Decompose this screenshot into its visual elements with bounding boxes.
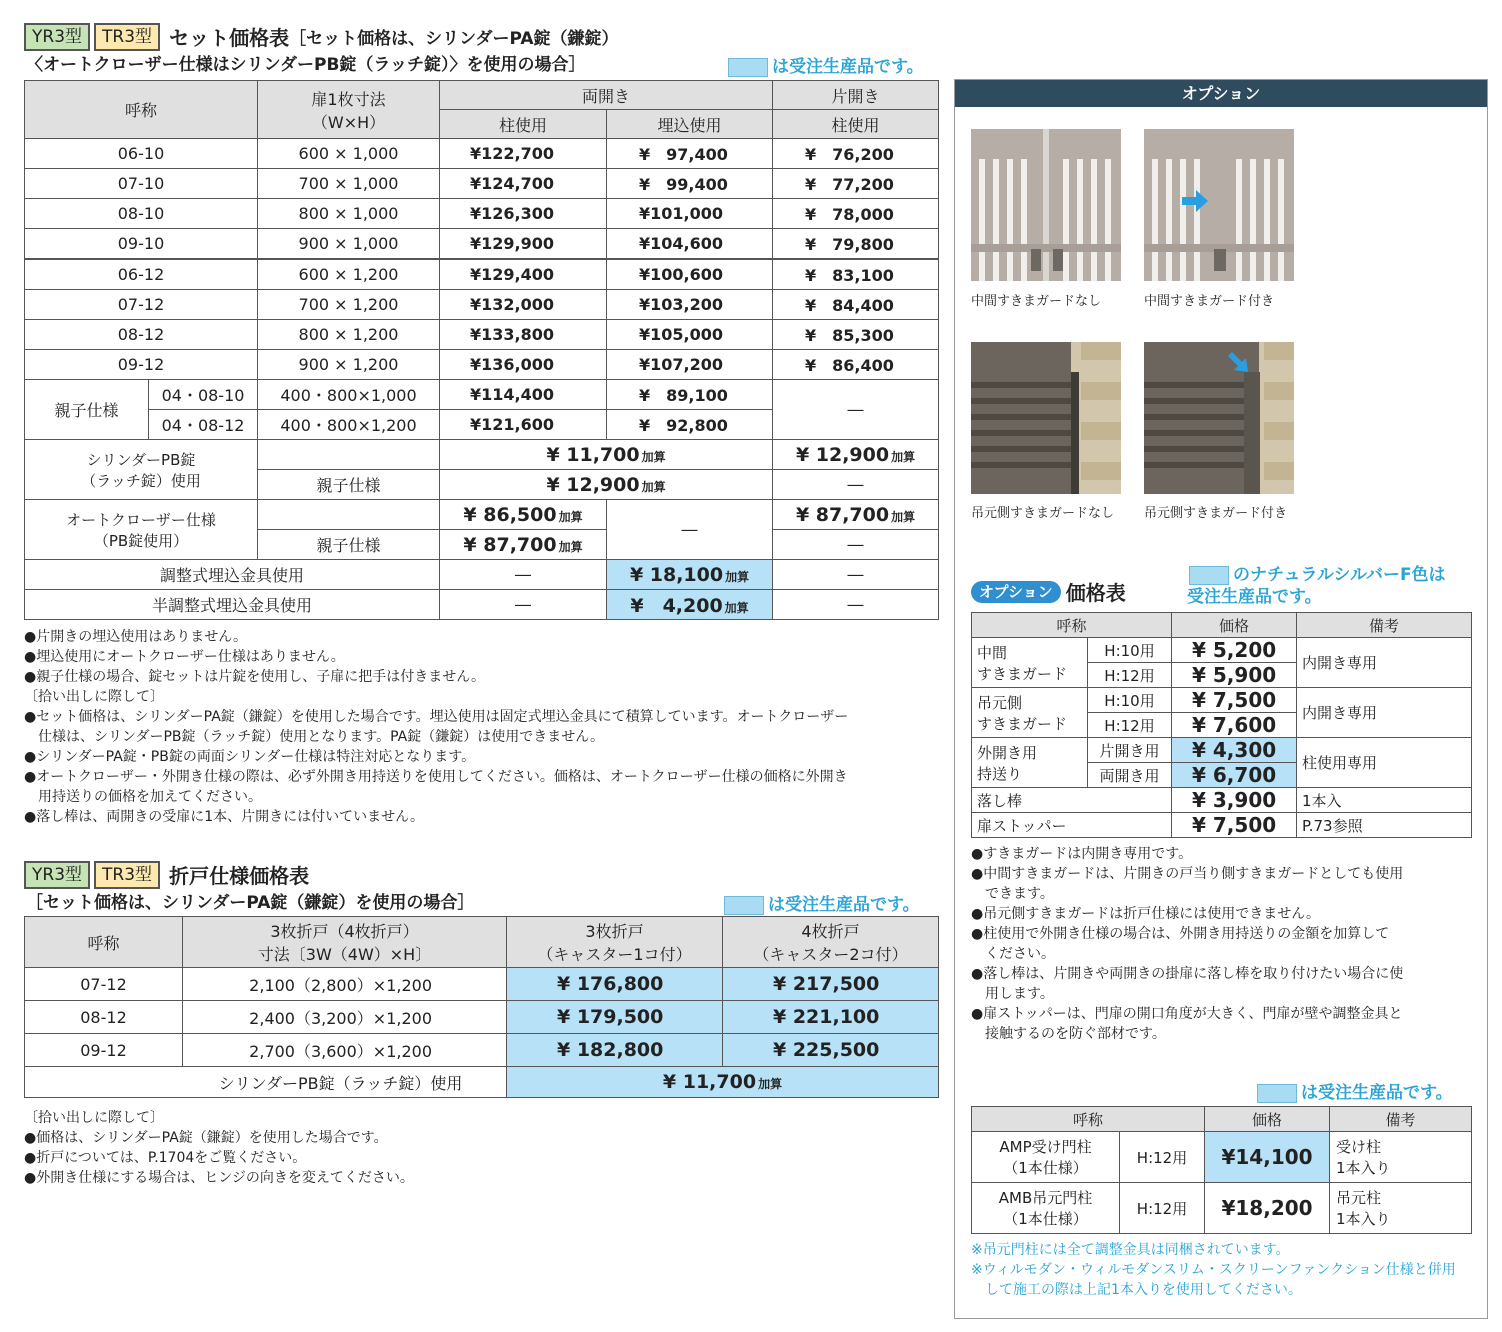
set-price-table [24,80,939,620]
table-cell: 07-10 [25,169,258,199]
price-cell: ¥133,800 [440,320,607,350]
table-cell: 04・08-10 [149,380,258,410]
table-cell: 07-12 [25,968,183,1001]
price-cell: ¥100,600 [607,259,773,290]
price-cell: ¥107,200 [607,350,773,380]
table-row [25,1001,939,1034]
table-cell [258,440,440,470]
option-header: オプション [955,80,1487,107]
table-cell [258,500,440,530]
table-cell: 2,100（2,800）×1,200 [183,968,507,1001]
oyako-label: 親子仕様 [25,380,149,440]
table-cell: 両開き用 [1088,763,1172,788]
price-cell: ¥103,200 [607,290,773,320]
table-cell: 受け柱 1本入り [1330,1132,1472,1183]
table-cell: ― [440,560,607,590]
header-pillar: 柱使用 [440,110,607,139]
table-cell: H:12用 [1120,1183,1205,1234]
natural-silver-note: のナチュラルシルバーF色は [1189,560,1446,585]
main-made-to-order: は受注生産品です。 [728,52,924,77]
price-cell: ¥ 92,800 [607,410,773,440]
price-cell: ¥ 84,400 [773,290,939,320]
note-line: 用持送りの価格を加えてください。 [24,789,262,805]
yr3-badge: YR3型 [24,23,90,51]
table-cell: 800 × 1,200 [258,320,440,350]
table-row [25,169,939,199]
main-notes [24,627,848,827]
note-line: して施工の際は上記1本入りを使用してください。 [971,1282,1302,1298]
note-line: ●すきまガードは内開き専用です。 [971,846,1193,862]
table-row [25,139,939,169]
price-cell: ¥ 86,500 加算 [440,500,607,530]
price-cell: ¥ 221,100 [723,1001,939,1034]
table-cell: 吊元柱 1本入り [1330,1183,1472,1234]
note-line: ※吊元門柱には全て調整金具は同梱されています。 [971,1242,1290,1258]
table-cell: P.73参照 [1297,813,1472,838]
price-cell: ¥ 217,500 [723,968,939,1001]
table-cell: ― [773,590,939,620]
yr3-badge: YR3型 [24,861,90,889]
fold-made-to-order: は受注生産品です。 [724,890,920,915]
note-line: ●オートクローザー・外開き仕様の際は、必ず外開き用持送りを使用してください。価格は、オートクローザー仕様の価格に外開き [24,769,848,785]
price-cell: ¥ 87,700 加算 [773,500,939,530]
table-cell: 柱使用専用 [1297,738,1472,788]
table-cell: ― [773,470,939,500]
tr3-badge: TR3型 [94,861,160,889]
table-cell: 800 × 1,000 [258,199,440,229]
table-cell: 600 × 1,200 [258,259,440,290]
header-single-pillar: 柱使用 [773,110,939,139]
price-cell: ¥114,400 [440,380,607,410]
caption: 吊元側すきまガード付き [1144,506,1288,521]
table-cell: H:10用 [1088,638,1172,663]
note-line: ●吊元側すきまガードは折戸仕様には使用できません。 [971,906,1321,922]
price-cell: ¥104,600 [607,229,773,260]
cylinder-pb-row [25,440,939,470]
table-cell: ― [607,500,773,560]
hinge-guard-none-photo [971,342,1121,494]
made-to-order-swatch [728,58,768,77]
note-line: ●シリンダーPA錠・PB錠の両面シリンダー仕様は特注対応となります。 [24,749,476,765]
table-cell: 外開き用 持送り [972,738,1088,788]
caption: 中間すきまガードなし [971,294,1102,309]
table-cell: 片開き用 [1088,738,1172,763]
fold-subtitle: ［セット価格は、シリンダーPA錠（鎌錠）を使用の場合］ [26,893,475,913]
price-cell: ¥ 97,400 [607,139,773,169]
table-row [972,788,1472,813]
header-name: 呼称 [972,613,1172,638]
table-row [25,350,939,380]
header-remarks: 備考 [1297,613,1472,638]
price-cell: ¥ 5,200 [1172,638,1297,663]
price-cell: ¥132,000 [440,290,607,320]
note-line: ください。 [971,946,1055,962]
price-cell: ¥ 11,700 加算 [440,440,773,470]
table-cell: 中間 すきまガード [972,638,1088,688]
price-cell: ¥129,900 [440,229,607,260]
post-price-table [971,1106,1472,1234]
price-cell: ¥ 86,400 [773,350,939,380]
auto-closer-row [25,500,939,530]
table-cell: 09-10 [25,229,258,260]
caption: 吊元側すきまガードなし [971,506,1115,521]
table-cell: 900 × 1,200 [258,350,440,380]
note-line: ●埋込使用にオートクローザー仕様はありません。 [24,649,345,665]
price-cell: ¥126,300 [440,199,607,229]
table-cell: 内開き専用 [1297,688,1472,738]
table-cell: 親子仕様 [258,530,440,560]
fold-price-table [24,916,939,1098]
table-cell: 1本入 [1297,788,1472,813]
table-row [25,968,939,1001]
price-cell: ¥ 5,900 [1172,663,1297,688]
price-cell: ¥124,700 [440,169,607,199]
price-cell: ¥ 99,400 [607,169,773,199]
note-line: ●扉ストッパーは、門扉の開口角度が大きく、門扉が壁や調整金具と [971,1006,1403,1022]
gap-guard-none-photo [971,129,1121,281]
price-cell: ¥ 182,800 [507,1034,723,1067]
table-cell: 2,400（3,200）×1,200 [183,1001,507,1034]
main-title: セット価格表 [169,26,290,50]
price-cell: ¥ 4,300 [1172,738,1297,763]
note-line: できます。 [971,886,1054,902]
table-cell: ― [440,590,607,620]
option-panel [954,79,1488,1319]
header-price: 価格 [1205,1107,1330,1132]
table-row [972,1183,1472,1234]
header-embedded: 埋込使用 [607,110,773,139]
made-to-order-swatch [1257,1084,1297,1103]
table-cell: 06-10 [25,139,258,169]
note-line: ●折戸については、P.1704をご覧ください。 [24,1150,307,1166]
natural-silver-note-2: 受注生産品です。 [1187,587,1322,607]
header-3fold: 3枚折戸 （キャスター1コ付） [507,917,723,968]
note-line: 用します。 [971,986,1054,1002]
header-size: 扉1枚寸法 （W×H） [258,81,440,139]
table-row [25,229,939,260]
price-cell: ¥129,400 [440,259,607,290]
price-cell: ¥ 176,800 [507,968,723,1001]
note-line: 接触するのを防ぐ部材です。 [971,1026,1166,1042]
header-name: 呼称 [972,1107,1205,1132]
note-line: 〔拾い出しに際して〕 [24,689,164,705]
post-notes [971,1240,1456,1300]
gap-guard-with-photo [1144,129,1294,281]
note-line: ●落し棒は、片開きや両開きの掛扉に落し棒を取り付けたい場合に使 [971,966,1404,982]
header-4fold: 4枚折戸 （キャスター2コ付） [723,917,939,968]
table-cell: 調整式埋込金具使用 [25,560,440,590]
price-cell: ¥ 89,100 [607,380,773,410]
header-double: 両開き [440,81,773,110]
oyako-row [25,380,939,410]
price-cell: ¥ 12,900 加算 [440,470,773,500]
option-notes [971,844,1403,1044]
table-cell: 落し棒 [972,788,1172,813]
main-title-line [24,22,619,51]
price-cell: ¥122,700 [440,139,607,169]
price-cell: ¥18,200 [1205,1183,1330,1234]
option-price-title [971,577,1126,606]
note-line: ●片開きの埋込使用はありません。 [24,629,248,645]
table-cell: 07-12 [25,290,258,320]
fold-title-line [24,860,309,889]
table-row [972,738,1472,763]
table-cell: 700 × 1,000 [258,169,440,199]
price-cell: ¥14,100 [1205,1132,1330,1183]
price-cell: ¥ 12,900 加算 [773,440,939,470]
header-size: 3枚折戸（4枚折戸） 寸法〔3W（4W）×H〕 [183,917,507,968]
caption: 中間すきまガード付き [1144,294,1275,309]
table-cell: 2,700（3,600）×1,200 [183,1034,507,1067]
option-badge: オプション [971,581,1061,603]
table-cell: 06-12 [25,259,258,290]
price-cell: ¥ 79,800 [773,229,939,260]
table-cell: 400・800×1,000 [258,380,440,410]
table-cell: H:10用 [1088,688,1172,713]
table-row [25,259,939,290]
price-cell: ¥ 4,200 加算 [607,590,773,620]
table-cell: 08-12 [25,1001,183,1034]
price-cell: ¥ 7,500 [1172,813,1297,838]
note-line: ●セット価格は、シリンダーPA錠（鎌錠）を使用した場合です。埋込使用は固定式埋込金具にて積算しています。オートクローザー [24,709,849,725]
table-cell: 600 × 1,000 [258,139,440,169]
price-cell: ¥136,000 [440,350,607,380]
header-price: 価格 [1172,613,1297,638]
header-remarks: 備考 [1330,1107,1472,1132]
option-price-table [971,612,1472,838]
table-cell: 400・800×1,200 [258,410,440,440]
price-cell: ¥ 85,300 [773,320,939,350]
table-cell: 09-12 [25,1034,183,1067]
table-cell: H:12用 [1088,663,1172,688]
price-cell: ¥ 83,100 [773,259,939,290]
table-row [972,1132,1472,1183]
table-cell: 700 × 1,200 [258,290,440,320]
note-line: ●価格は、シリンダーPA錠（鎌錠）を使用した場合です。 [24,1130,388,1146]
note-line: ●落し棒は、両開きの受扉に1本、片開きには付いていません。 [24,809,424,825]
main-title-note: ［セット価格は、シリンダーPA錠（鎌錠） [289,29,619,49]
table-row [972,638,1472,663]
table-row [972,688,1472,713]
adjust-row [25,560,939,590]
table-row [25,199,939,229]
note-line: ※ウィルモダン・ウィルモダンスリム・スクリーンファンクション仕様と併用 [971,1262,1456,1278]
table-cell: H:12用 [1120,1132,1205,1183]
note-line: ●親子仕様の場合、錠セットは片錠を使用し、子扉に把手は付きません。 [24,669,486,685]
note-line: 仕様は、シリンダーPB錠（ラッチ錠）使用となります。PA錠（鎌錠）は使用できません。 [24,729,605,745]
semi-adjust-row [25,590,939,620]
option-price-title-text: 価格表 [1065,581,1126,605]
price-cell: ¥ 6,700 [1172,763,1297,788]
price-cell: ¥121,600 [440,410,607,440]
table-row [25,1034,939,1067]
header-single: 片開き [773,81,939,110]
table-cell: AMP受け門柱 （1本仕様） [972,1132,1120,1183]
table-cell: 09-12 [25,350,258,380]
table-cell: 08-12 [25,320,258,350]
header-name: 呼称 [25,81,258,139]
table-row [25,290,939,320]
table-cell: 半調整式埋込金具使用 [25,590,440,620]
price-cell: ¥ 77,200 [773,169,939,199]
price-cell: ¥ 7,500 [1172,688,1297,713]
price-cell: ¥ 3,900 [1172,788,1297,813]
price-cell: ¥105,000 [607,320,773,350]
table-cell: 扉ストッパー [972,813,1172,838]
table-cell: ― [773,530,939,560]
made-to-order-swatch [724,896,764,915]
table-row [972,813,1472,838]
cylinder-pb-label: シリンダーPB錠 （ラッチ錠）使用 [25,440,258,500]
table-cell: 吊元側 すきまガード [972,688,1088,738]
tr3-badge: TR3型 [94,23,160,51]
post-made-to-order: は受注生産品です。 [1257,1078,1453,1103]
price-cell: ¥ 18,100 加算 [607,560,773,590]
table-cell: ― [773,380,939,440]
table-row [25,320,939,350]
main-subtitle: 〈オートクローザー仕様はシリンダーPB錠（ラッチ錠）〉を使用の場合］ [26,55,586,75]
note-line: 〔拾い出しに際して〕 [24,1110,164,1126]
price-cell: ¥ 87,700 加算 [440,530,607,560]
table-cell: ― [773,560,939,590]
price-cell: ¥101,000 [607,199,773,229]
table-cell: 親子仕様 [258,470,440,500]
table-cell: AMB吊元門柱 （1本仕様） [972,1183,1120,1234]
table-cell: H:12用 [1088,713,1172,738]
table-cell: シリンダーPB錠（ラッチ錠）使用 [25,1067,507,1098]
table-cell: 内開き専用 [1297,638,1472,688]
header-name: 呼称 [25,917,183,968]
table-cell: 04・08-12 [149,410,258,440]
note-line: ●外開き仕様にする場合は、ヒンジの向きを変えてください。 [24,1170,414,1186]
price-cell: ¥ 76,200 [773,139,939,169]
note-line: ●柱使用で外開き仕様の場合は、外開き用持送りの金額を加算して [971,926,1390,942]
price-cell: ¥ 225,500 [723,1034,939,1067]
price-cell: ¥ 78,000 [773,199,939,229]
table-cell: 900 × 1,000 [258,229,440,260]
fold-cylinder-row [25,1067,939,1098]
price-cell: ¥ 7,600 [1172,713,1297,738]
fold-title: 折戸仕様価格表 [169,864,310,888]
fold-notes [24,1108,414,1188]
price-cell: ¥ 179,500 [507,1001,723,1034]
note-line: ●中間すきまガードは、片開きの戸当り側すきまガードとしても使用 [971,866,1404,882]
price-cell: ¥ 11,700 加算 [507,1067,939,1098]
table-cell: 08-10 [25,199,258,229]
auto-closer-label: オートクローザー仕様 （PB錠使用） [25,500,258,560]
hinge-guard-with-photo [1144,342,1294,494]
